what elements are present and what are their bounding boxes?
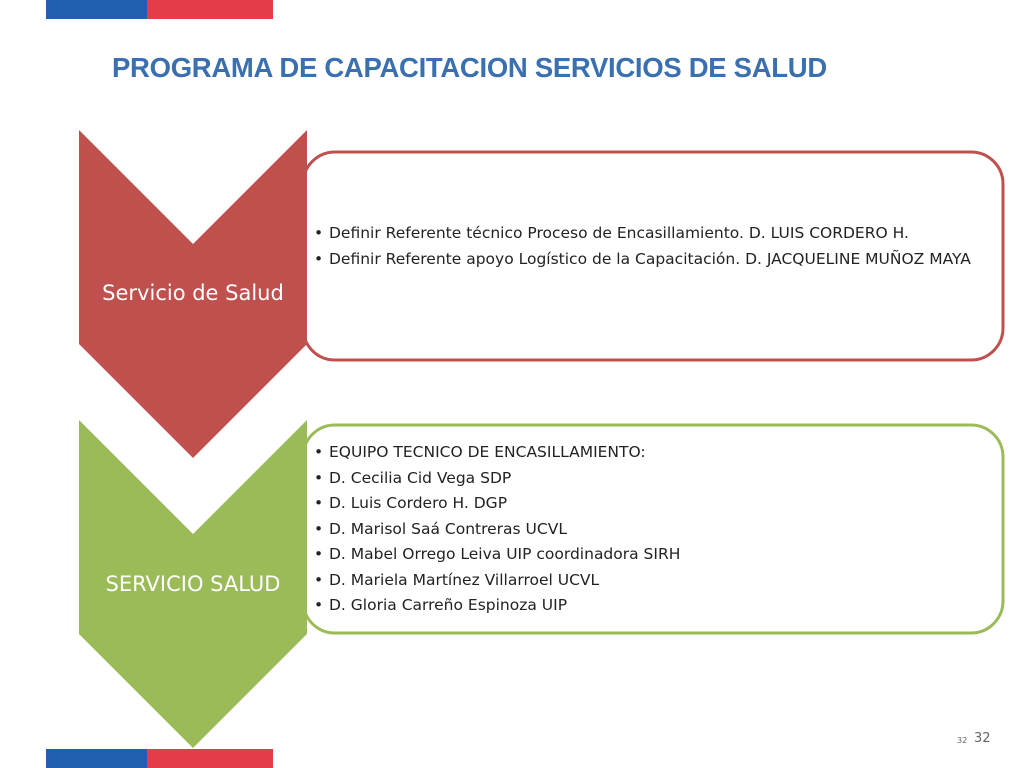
section-2-label: SERVICIO SALUD [105,572,281,596]
section-2-item: • D. Mariela Martínez Villarroel UCVL [312,571,994,589]
flag-stripe-bottom [46,749,273,768]
flag-red-segment [147,749,273,768]
section-1-label: Servicio de Salud [102,281,284,305]
section-2-item: • D. Marisol Saá Contreras UCVL [312,520,994,538]
section-2-list [312,443,994,622]
section-2-item: • D. Mabel Orrego Leiva UIP coordinadora SIRH [312,545,994,563]
page-number: 32 [974,731,991,746]
section-2-item: • D. Gloria Carreño Espinoza UIP [312,596,994,614]
section-2-item: • EQUIPO TECNICO DE ENCASILLAMIENTO: [312,443,994,461]
section-2-item: • D. Luis Cordero H. DGP [312,494,994,512]
section-1-list [312,224,994,275]
page-number-small: 32 [957,736,968,745]
flag-blue-segment [46,749,147,768]
slide-title: PROGRAMA DE CAPACITACION SERVICIOS DE SALUD [112,52,827,83]
section-1-item: • Definir Referente técnico Proceso de Encasillamiento. D. LUIS CORDERO H. [312,224,994,242]
section-1-item: • Definir Referente apoyo Logístico de la Capacitación. D. JACQUELINE MUÑOZ MAYA [312,250,994,268]
section-2-item: • D. Cecilia Cid Vega SDP [312,469,994,487]
